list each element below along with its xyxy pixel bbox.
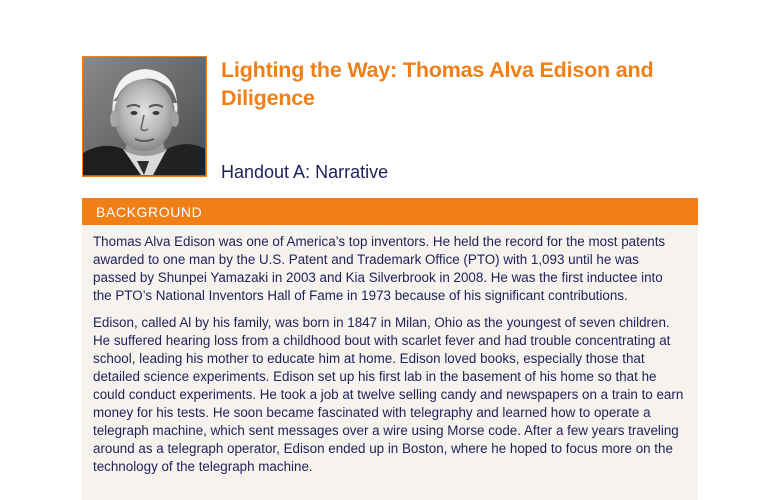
portrait-photo-icon bbox=[83, 57, 205, 175]
page-title: Lighting the Way: Thomas Alva Edison and Diligence bbox=[221, 58, 654, 110]
section-body bbox=[82, 225, 698, 500]
page-subtitle: Handout A: Narrative bbox=[221, 162, 389, 182]
section-heading: BACKGROUND bbox=[82, 198, 698, 225]
paragraph: Edison, called Al by his family, was born in 1847 in Milan, Ohio as the youngest of seven children. He suffered hearing loss from a childhood bout with scarlet fever and had trouble concentrating at school, leading his mother to educate him at home. Edison loved books, especially those that detailed science experiments. Edison set up his first lab in the basement of his home so that he could conduct experiments. He took a job at twelve selling candy and newspapers on a train to earn money for his tests. He soon became fascinated with telegraphy and learned how to operate a telegraph machine, which sent messages over a wire using Morse code. After a few years traveling around as a telegraph operator, Edison ended up in Boston, where he hoped to focus more on the technology of the telegraph machine. bbox=[93, 315, 684, 474]
portrait-photo bbox=[82, 56, 207, 177]
paragraph: Thomas Alva Edison was one of America’s top inventors. He held the record for the most patents awarded to one man by the U.S. Patent and Trademark Office (PTO) with 1,093 until he was passed by Shunpei Yamazaki in 2003 and Kia Silverbrook in 2008. He was the first inductee into the PTO’s National Inventors Hall of Fame in 1973 because of his significant contributions. bbox=[93, 234, 666, 303]
